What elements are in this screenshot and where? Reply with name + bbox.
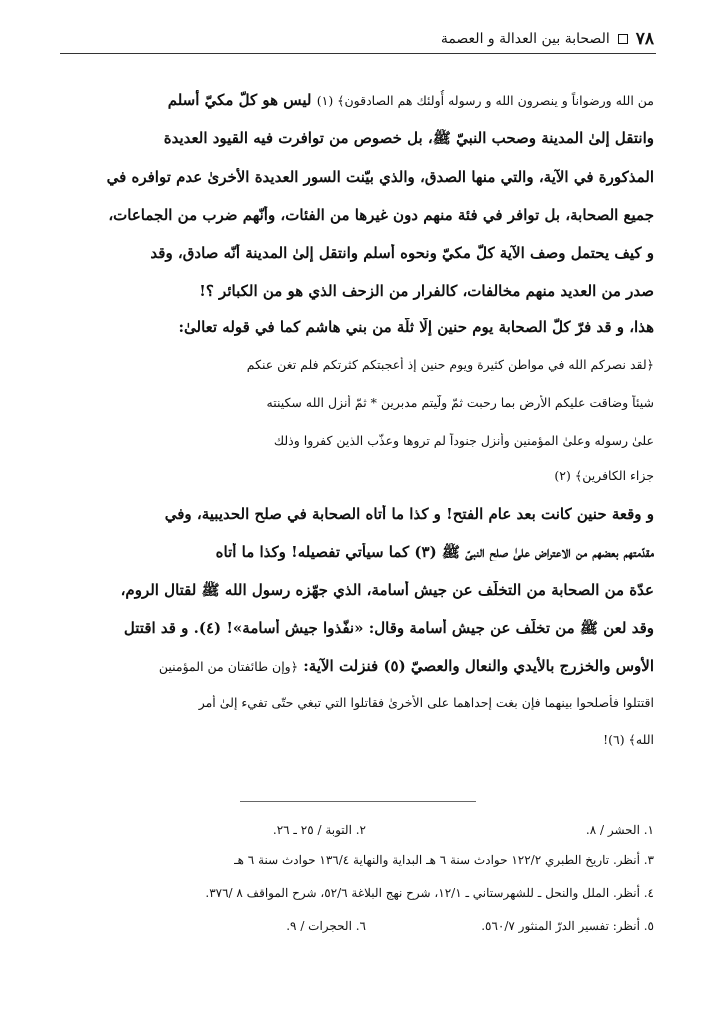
body-line-11: وقد لعن ﷺ من تخلّف عن جيش أُسامة وقال: «نفّذوا جيش أُسامة»! (٤). و قد اقتتل xyxy=(123,619,654,637)
header-square-ornament xyxy=(618,34,628,44)
body-line-1 xyxy=(70,90,654,109)
body-line-9: مقدّمتهم بعضهم من الاعتراض علىٰ صلح النبيّ ﷺ (٣) كما سيأتي تفصيله! وكذا ما أتاه xyxy=(215,543,654,561)
footnote-5: ٥. أنظر: تفسير الدرّ المنثور ٥٦٠/٧. xyxy=(481,919,654,933)
line-1-bold: ليس هو كلّ مكيّ أسلم xyxy=(167,91,317,109)
footnote-2: ٢. التوبة / ٢٥ ـ ٢٦. xyxy=(272,823,366,837)
header-title: الصحابة بين العدالة و العصمة xyxy=(440,31,610,47)
body-line-5: و كيف يحتمل وصف الآية كلّ مكيّ ونحوه أسلم وانتقل إلىٰ المدينة أنّه صادق، وقد xyxy=(150,244,654,262)
body-line-2: وانتقل إلىٰ المدينة وصحب النبيّ ﷺ، بل خصوص من توافرت فيه القيود العديدة xyxy=(163,129,654,147)
quote-line-1: ﴿لقد نصركم الله في مواطن كثيرة ويوم حنين إذ أعجبتكم كثرتكم فلم تغن عنكم xyxy=(246,357,654,372)
footnote-1: ١. الحشر / ٨. xyxy=(585,823,654,837)
page-number: ٧٨ xyxy=(635,29,654,49)
quote-line-5: اقتتلوا فأصلحوا بينهما فإن بغت إحداهما على الأُخرىٰ فقاتلوا التي تبغي حتّى تفيء إلىٰ أمر xyxy=(198,695,654,710)
line-1-normal: من الله ورضواناً و ينصرون الله و رسوله أُولئك هم الصادقون﴾ (١) xyxy=(316,93,654,108)
footnote-6: ٦. الحجرات / ٩. xyxy=(286,919,366,933)
body-line-12 xyxy=(70,656,654,675)
body-line-8: و وقعة حنين كانت بعد عام الفتح! و كذا ما أتاه الصحابة في صلح الحديبية، وفي xyxy=(164,505,654,523)
body-line-6: صدر من العديد منهم مخالفات، كالفرار من الزحف الذي هو من الكبائر ؟! xyxy=(199,282,654,300)
quote-line-2: شيئاً وضاقت عليكم الأرض بما رحبت ثمّ ولّيتم مدبرين * ثمّ أنزل الله سكينته xyxy=(266,395,654,410)
header-rule xyxy=(60,53,656,54)
body-line-7: هذا، و قد فرّ كلّ الصحابة يوم حنين إلّا ثلّة من بني هاشم كما في قوله تعالىٰ: xyxy=(178,318,654,336)
line-12-normal: ﴿وإن طائفتان من المؤمنين xyxy=(158,659,299,674)
running-header xyxy=(300,27,654,51)
body-line-10: عدّة من الصحابة من التخلّف عن جيش أُسامة، الذي جهّزه رسول الله ﷺ لقتال الروم، xyxy=(120,581,654,599)
quote-line-3: علىٰ رسوله وعلىٰ المؤمنين وأنزل جنوداً لم تروها وعذّب الذين كفروا وذلك xyxy=(273,433,654,448)
footnote-4: ٤. أنظر. الملل والنحل ـ للشهرستاني ـ ١٢/١، شرح نهج البلاغة ٥٢/٦، شرح المواقف ٨ /٣٧٦. xyxy=(205,886,654,900)
quote-line-6: الله﴾ (٦)! xyxy=(603,732,654,747)
line-12-bold: الأوس والخزرج بالأيدي والنعال والعصيّ (٥) فنزلت الآية: xyxy=(298,657,654,675)
footnote-separator xyxy=(240,801,476,802)
body-line-3: المذكورة في الآية، والتي منها الصدق، والذي بيّنت السور العديدة الأُخرىٰ عدم توافره في xyxy=(106,168,654,186)
body-line-4: جميع الصحابة، بل توافر في فئة منهم دون غيرها من الفئات، وأنّهم ضرب من الجماعات، xyxy=(108,206,654,224)
footnote-3: ٣. أنظر. تاريخ الطبري ١٢٢/٢ حوادث سنة ٦ هـ البداية والنهاية ١٣٦/٤ حوادث سنة ٦ هـ xyxy=(234,853,654,867)
quote-line-4: جزاء الكافرين﴾ (٢) xyxy=(554,468,654,483)
